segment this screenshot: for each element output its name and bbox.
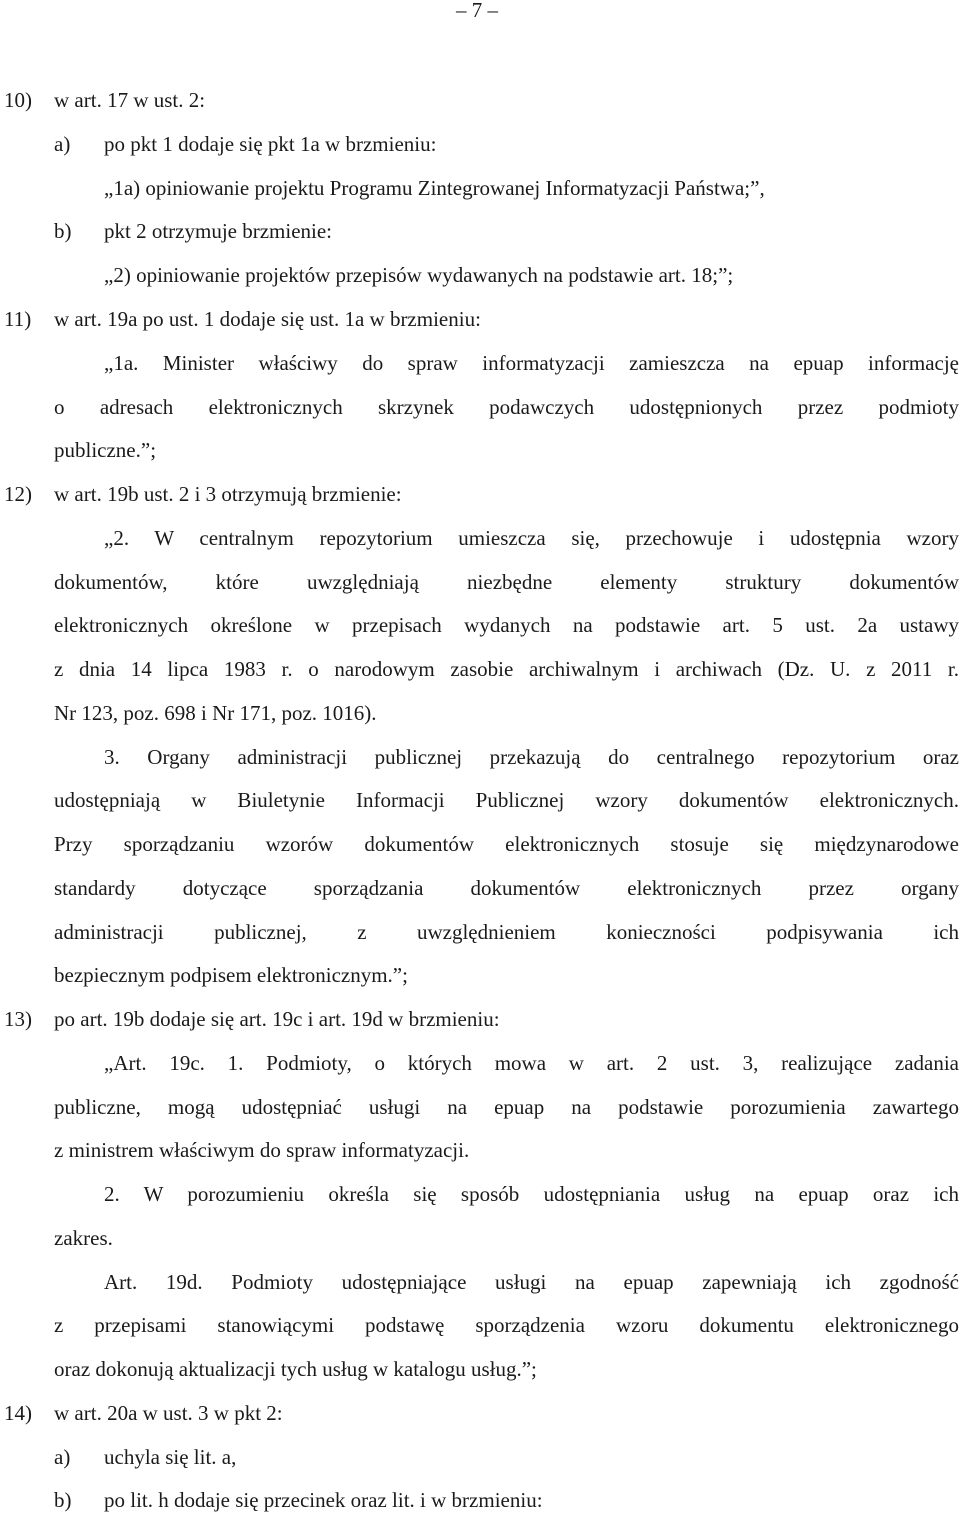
quoted-text: elektronicznych określone w przepisach wydanych na podstawie art. 5 ust. 2a ustawy — [54, 613, 959, 637]
quoted-text: zakres. — [54, 1226, 113, 1250]
quoted-text: „1a. Minister właściwy do spraw informatyzacji zamieszcza na epuap informację — [104, 351, 959, 375]
letter-label: a) — [54, 1445, 71, 1469]
letter-label: b) — [54, 219, 72, 243]
quoted-text: 3. Organy administracji publicznej przekazują do centralnego repozytorium oraz — [104, 745, 959, 769]
item-text: w art. 20a w ust. 3 w pkt 2: — [54, 1401, 283, 1425]
letter-label: a) — [54, 132, 71, 156]
item-number: 12) — [4, 482, 32, 506]
item-number: 13) — [4, 1007, 32, 1031]
quoted-text: administracji publicznej, z uwzględnieniem konieczności podpisywania ich — [54, 920, 959, 944]
item-text: w art. 17 w ust. 2: — [54, 88, 206, 112]
page-number: – 7 – — [456, 0, 498, 22]
quoted-text: z przepisami stanowiącymi podstawę sporządzenia wzoru dokumentu elektronicznego — [54, 1313, 959, 1337]
quoted-text: udostępniają w Biuletynie Informacji Publicznej wzory dokumentów elektronicznych. — [54, 788, 959, 812]
quoted-text: Nr 123, poz. 698 i Nr 171, poz. 1016). — [54, 701, 377, 725]
quoted-text: Art. 19d. Podmioty udostępniające usługi na epuap zapewniają ich zgodność — [104, 1270, 959, 1294]
quoted-text: Przy sporządzaniu wzorów dokumentów elektronicznych stosuje się międzynarodowe — [54, 832, 959, 856]
item-text: po art. 19b dodaje się art. 19c i art. 19d w brzmieniu: — [54, 1007, 500, 1031]
quoted-text: 2. W porozumieniu określa się sposób udostępniania usług na epuap oraz ich — [104, 1182, 959, 1206]
quoted-text: „Art. 19c. 1. Podmioty, o których mowa w art. 2 ust. 3, realizujące zadania — [104, 1051, 959, 1075]
quoted-text: „2. W centralnym repozytorium umieszcza się, przechowuje i udostępnia wzory — [104, 526, 959, 550]
item-number: 10) — [4, 88, 32, 112]
quoted-text: „2) opiniowanie projektów przepisów wydawanych na podstawie art. 18;”; — [104, 263, 734, 287]
letter-text: uchyla się lit. a, — [104, 1445, 237, 1469]
quoted-text: z dnia 14 lipca 1983 r. o narodowym zasobie archiwalnym i archiwach (Dz. U. z 2011 r. — [54, 657, 959, 681]
quoted-text: o adresach elektronicznych skrzynek podawczych udostępnionych przez podmioty — [54, 395, 959, 419]
quoted-text: standardy dotyczące sporządzania dokumentów elektronicznych przez organy — [54, 876, 959, 900]
item-text: w art. 19a po ust. 1 dodaje się ust. 1a w brzmieniu: — [54, 307, 481, 331]
quoted-text: z ministrem właściwym do spraw informatyzacji. — [54, 1138, 470, 1162]
letter-label: b) — [54, 1488, 72, 1512]
letter-text: po lit. h dodaje się przecinek oraz lit. i w brzmieniu: — [104, 1488, 543, 1512]
item-number: 11) — [4, 307, 32, 331]
item-text: w art. 19b ust. 2 i 3 otrzymują brzmienie: — [54, 482, 402, 506]
quoted-text: oraz dokonują aktualizacji tych usług w katalogu usług.”; — [54, 1357, 537, 1381]
quoted-text: „1a) opiniowanie projektu Programu Zintegrowanej Informatyzacji Państwa;”, — [104, 176, 765, 200]
quoted-text: dokumentów, które uwzględniają niezbędne elementy struktury dokumentów — [54, 570, 959, 594]
letter-text: pkt 2 otrzymuje brzmienie: — [104, 219, 333, 243]
quoted-text: publiczne, mogą udostępniać usługi na epuap na podstawie porozumienia zawartego — [54, 1095, 959, 1119]
item-number: 14) — [4, 1401, 32, 1425]
letter-text: po pkt 1 dodaje się pkt 1a w brzmieniu: — [104, 132, 437, 156]
quoted-text: bezpiecznym podpisem elektronicznym.”; — [54, 963, 408, 987]
quoted-text: publiczne.”; — [54, 438, 157, 462]
